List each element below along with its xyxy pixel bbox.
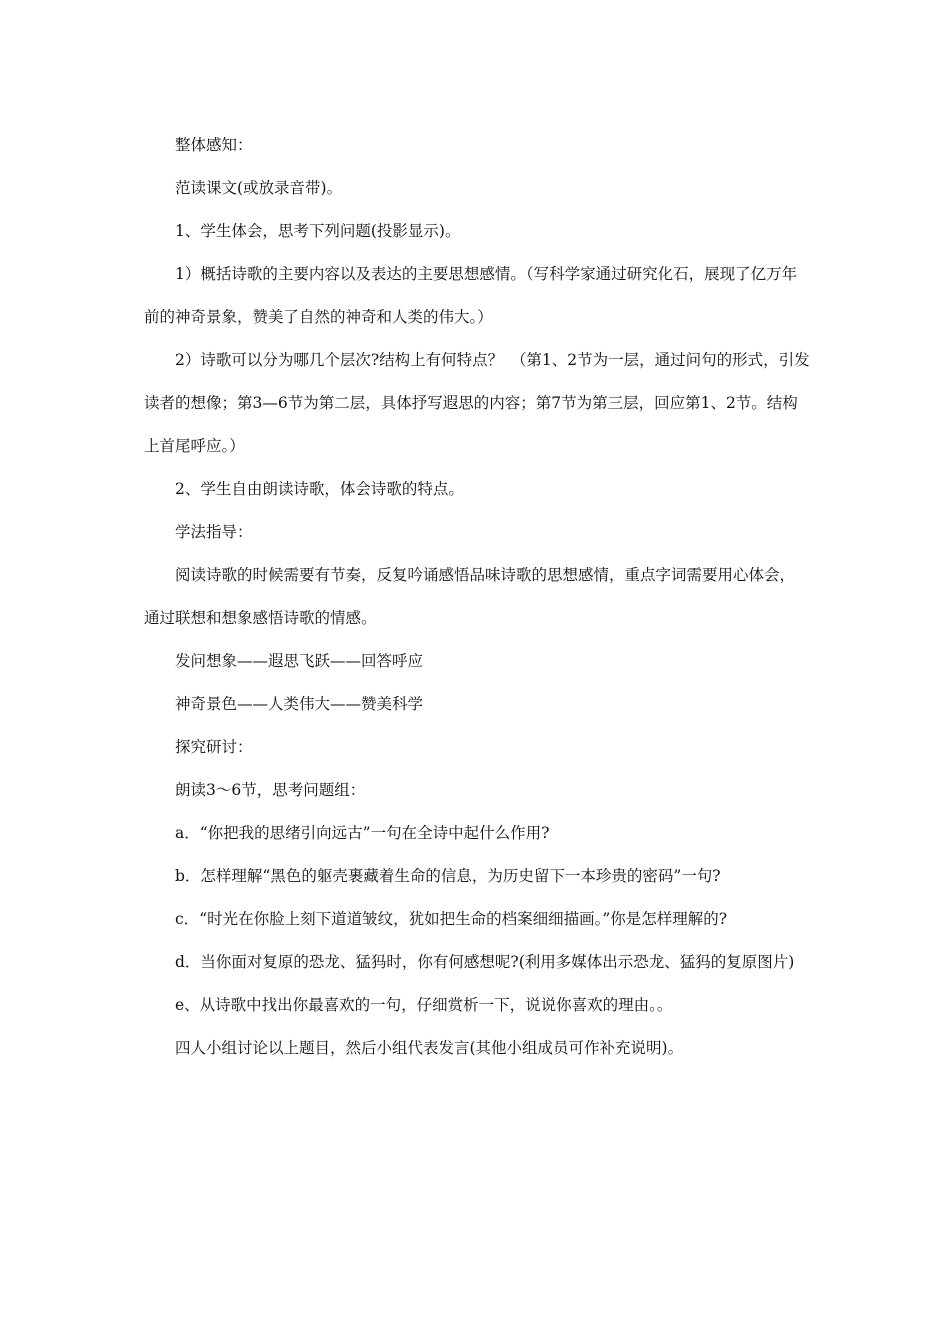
- paragraph-item-1: 1、学生体会，思考下列问题(投影显示)。: [175, 222, 461, 240]
- question-b: b．怎样理解“黑色的躯壳裹藏着生命的信息，为历史留下一本珍贵的密码”一句?: [175, 867, 721, 885]
- paragraph-item-2: 2、学生自由朗读诗歌，体会诗歌的特点。: [175, 480, 464, 498]
- paragraph-structure-line-2: 神奇景色——人类伟大——赞美科学: [175, 695, 424, 713]
- paragraph-reading-task: 朗读3～6节，思考问题组：: [175, 781, 366, 799]
- document-body: [144, 124, 810, 1070]
- heading-overall-perception: 整体感知：: [175, 136, 253, 154]
- paragraph-reading-guide: 阅读诗歌的时候需要有节奏，反复吟诵感悟品味诗歌的思想感情，重点字词需要用心体会，通过联想和想象感悟诗歌的情感。: [144, 566, 796, 627]
- paragraph-question-2: 2）诗歌可以分为哪几个层次?结构上有何特点？ （第1、2节为一层，通过问句的形式，引发读者的想像；第3—6节为第二层，具体抒写遐思的内容；第7节为第三层，回应第1、2节。结构上首尾呼应。）: [144, 351, 810, 455]
- question-d: d．当你面对复原的恐龙、猛犸时，你有何感想呢?(利用多媒体出示恐龙、猛犸的复原图片): [175, 953, 795, 971]
- paragraph-model-reading: 范读课文(或放录音带)。: [175, 179, 343, 197]
- paragraph-question-1: 1）概括诗歌的主要内容以及表达的主要思想感情。（写科学家通过研究化石，展现了亿万年前的神奇景象，赞美了自然的神奇和人类的伟大。）: [144, 265, 798, 326]
- question-a: a．“你把我的思绪引向远古”一句在全诗中起什么作用?: [175, 824, 550, 842]
- heading-study-guide: 学法指导：: [175, 523, 253, 541]
- paragraph-structure-line-1: 发问想象——遐思飞跃——回答呼应: [175, 652, 424, 670]
- heading-inquiry: 探究研讨：: [175, 738, 253, 756]
- paragraph-group-discussion: 四人小组讨论以上题目，然后小组代表发言(其他小组成员可作补充说明)。: [175, 1039, 684, 1057]
- question-e: e、从诗歌中找出你最喜欢的一句，仔细赏析一下，说说你喜欢的理由。。: [175, 996, 673, 1014]
- question-c: c．“时光在你脸上刻下道道皱纹，犹如把生命的档案细细描画。”你是怎样理解的?: [175, 910, 728, 928]
